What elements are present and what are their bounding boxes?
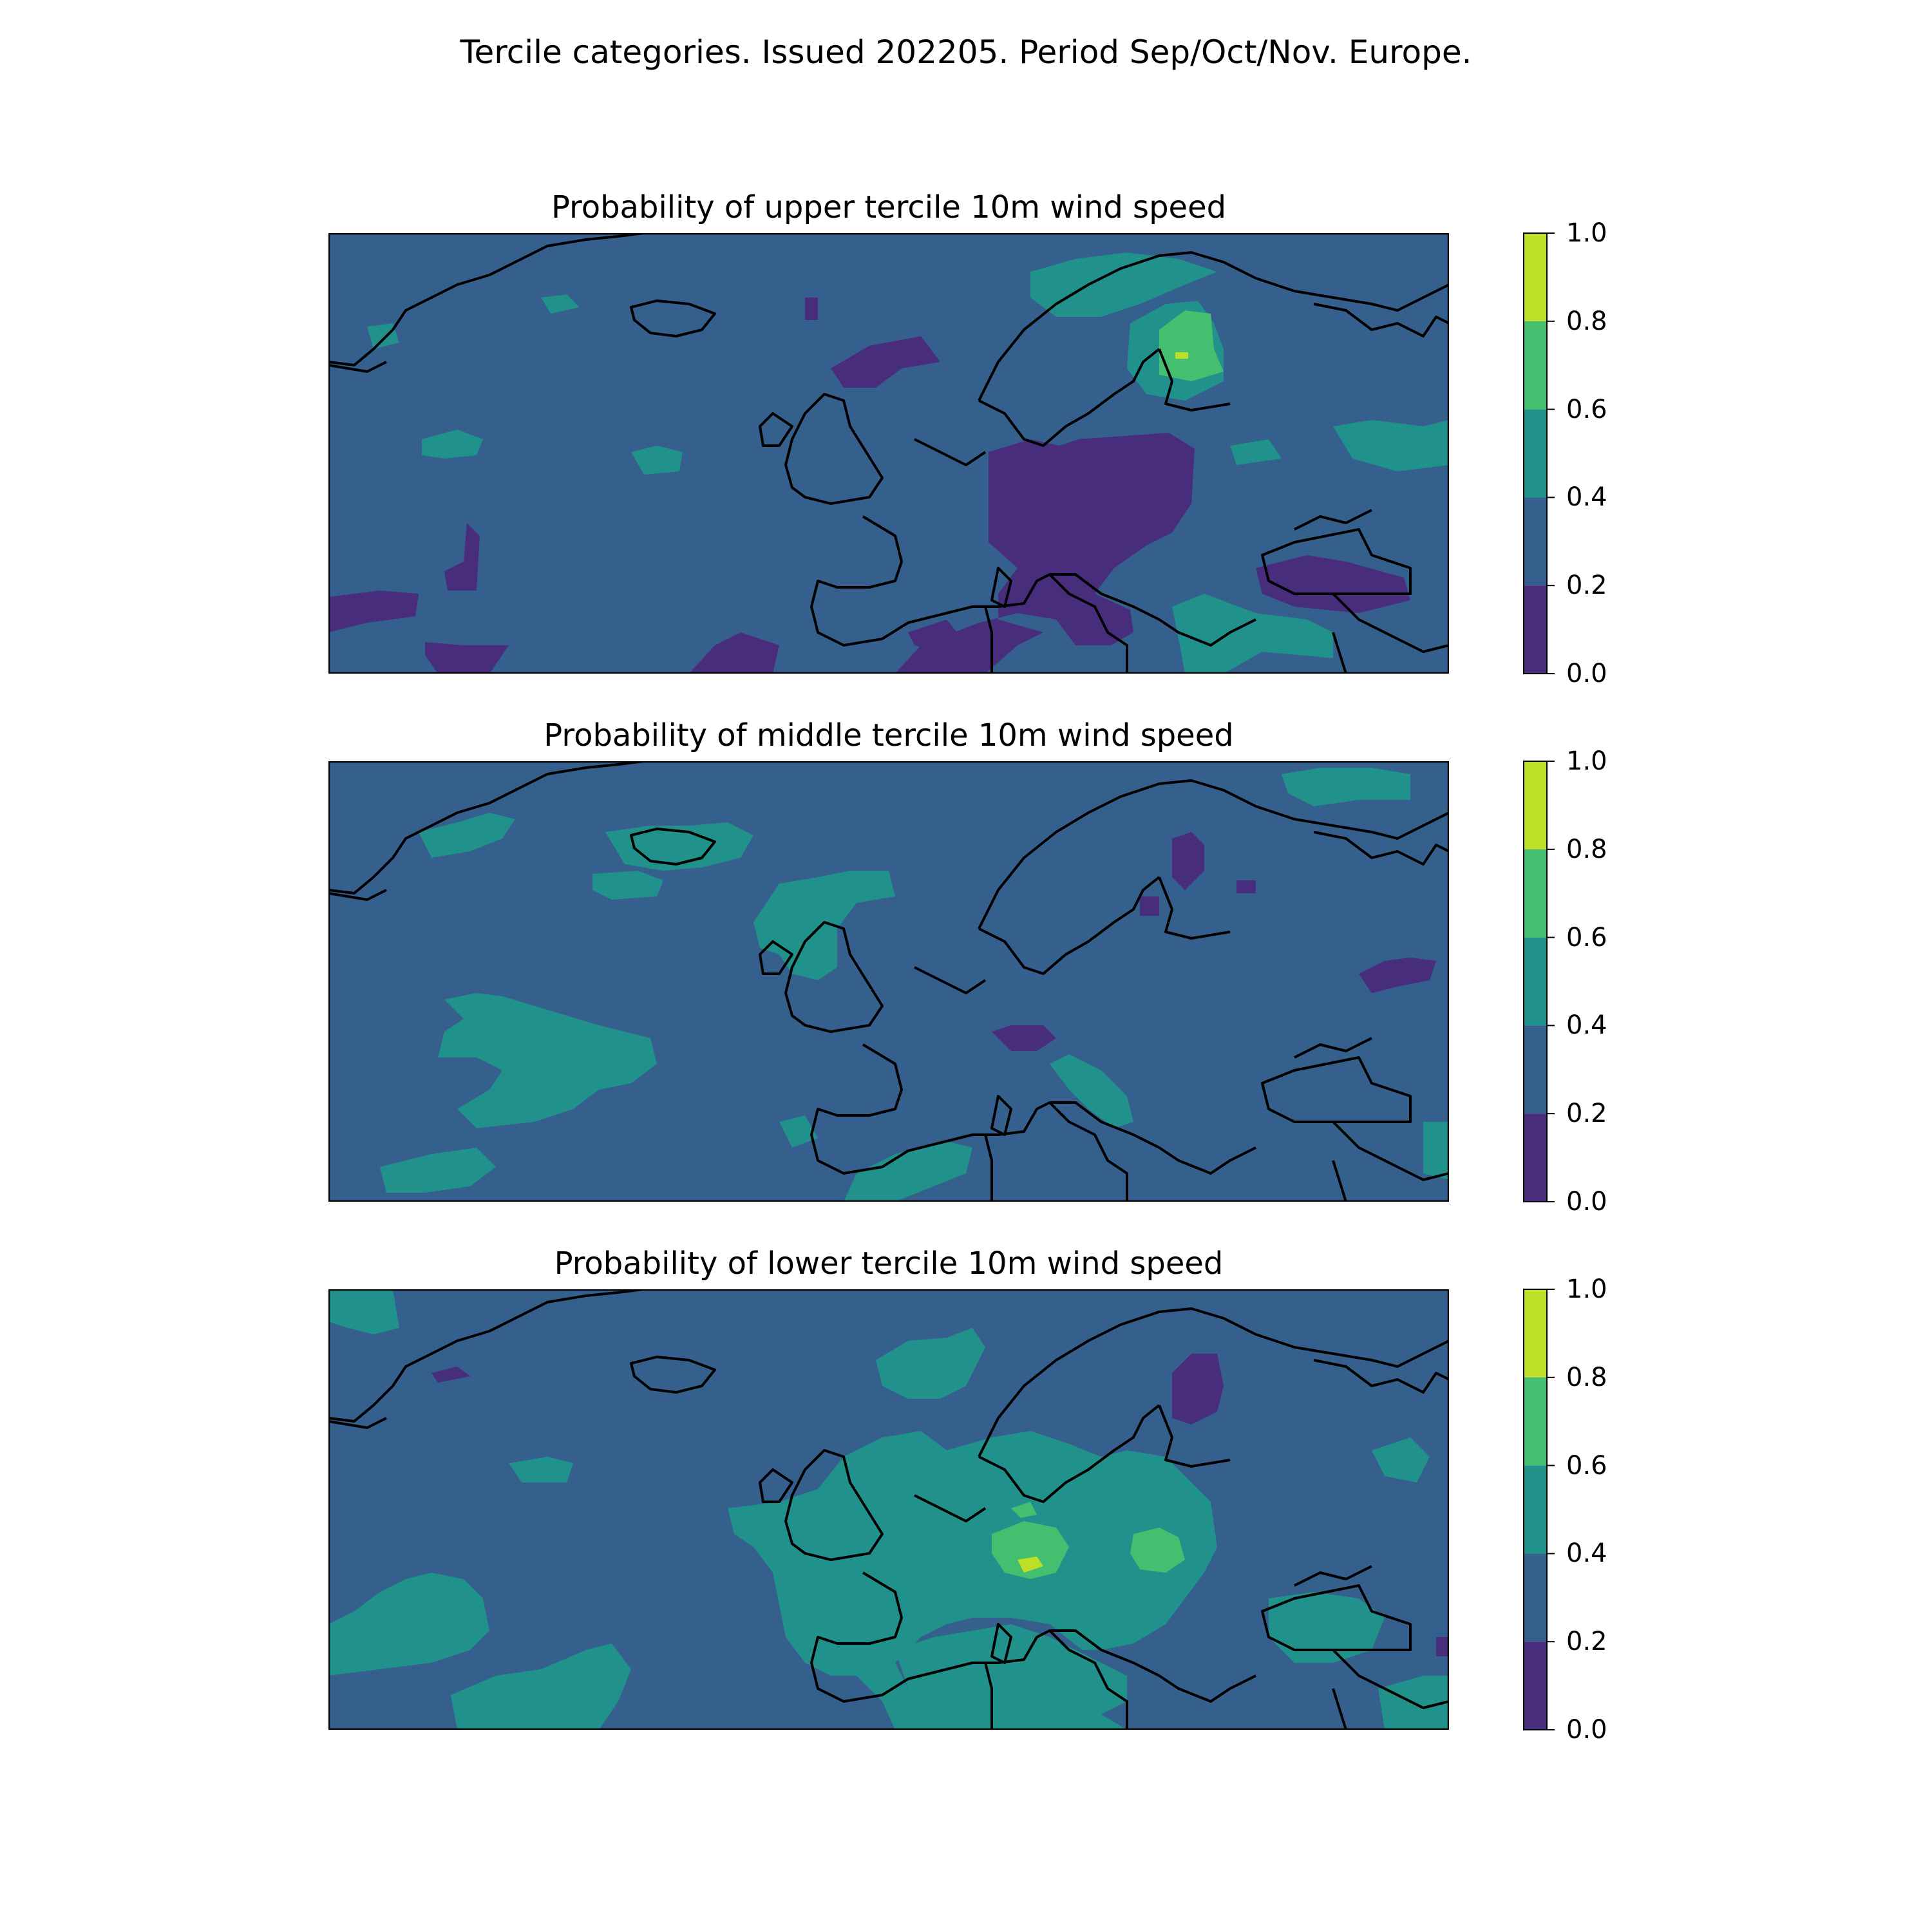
colorbar-band-2 (1524, 938, 1547, 1026)
colorbar-band-3 (1524, 1025, 1547, 1113)
colorbar-lower-tick-label: 0.2 (1566, 1627, 1607, 1656)
colorbar-lower-tick-label: 0.6 (1566, 1451, 1607, 1481)
colorbar-middle-tick-label: 1.0 (1566, 746, 1607, 776)
colorbar-upper-tick-label: 0.2 (1566, 571, 1607, 600)
colorbar-band-4 (1524, 1113, 1547, 1202)
colorbar-lower-tick-label: 0.4 (1566, 1539, 1607, 1568)
colorbar-band-2 (1524, 1466, 1547, 1554)
panel-title-middle: Probability of middle tercile 10m wind speed (544, 717, 1234, 753)
colorbar-band-4 (1524, 1642, 1547, 1730)
colorbar-band-3 (1524, 1553, 1547, 1642)
colorbar-upper-tick-label: 0.6 (1566, 395, 1607, 424)
colorbar-middle-tick-label: 0.0 (1566, 1187, 1607, 1217)
colorbar-band-2 (1524, 410, 1547, 498)
colorbar-band-1 (1524, 1378, 1547, 1466)
colorbar-band-0 (1524, 1289, 1547, 1378)
panel-title-lower: Probability of lower tercile 10m wind speed (554, 1245, 1224, 1282)
colorbar-band-0 (1524, 233, 1547, 321)
colorbar-band-1 (1524, 849, 1547, 938)
region-bothnia-low (1140, 896, 1159, 916)
colorbar-middle-tick-label: 0.8 (1566, 835, 1607, 864)
colorbar-upper-tick-label: 1.0 (1566, 218, 1607, 248)
colorbar-band-0 (1524, 761, 1547, 849)
colorbar-ticks (1547, 233, 1555, 674)
colorbar-band-4 (1524, 585, 1547, 674)
panel-title-upper: Probability of upper tercile 10m wind speed (551, 189, 1227, 225)
map-middle-tercile (328, 761, 1449, 1202)
colorbar-lower-tick-label: 0.0 (1566, 1715, 1607, 1745)
region-western-russia-blob (1423, 1122, 1449, 1180)
region-caspian-low (1436, 1637, 1449, 1656)
colorbar-ticks (1547, 1289, 1555, 1730)
colorbar-upper-tick-label: 0.0 (1566, 659, 1607, 688)
field-background (328, 233, 1449, 674)
figure-title: Tercile categories. Issued 202205. Period Sep/Oct/Nov. Europe. (460, 33, 1472, 71)
colorbar-lower-tick-label: 0.8 (1566, 1363, 1607, 1392)
colorbar-lower (1524, 1289, 1547, 1730)
colorbar-middle-tick-label: 0.2 (1566, 1099, 1607, 1128)
region-aegean-small (805, 298, 818, 320)
colorbar-upper-tick-label: 0.4 (1566, 482, 1607, 512)
colorbar-lower-tick-label: 1.0 (1566, 1274, 1607, 1304)
region-finland-peak (1175, 352, 1188, 359)
colorbar-ticks (1547, 761, 1555, 1202)
colorbar-upper (1524, 233, 1547, 674)
colorbar-middle (1524, 761, 1547, 1202)
colorbar-upper-tick-label: 0.8 (1566, 307, 1607, 336)
colorbar-middle-tick-label: 0.4 (1566, 1010, 1607, 1040)
colorbar-middle-tick-label: 0.6 (1566, 923, 1607, 952)
map-upper-tercile (328, 233, 1449, 674)
colorbar-band-3 (1524, 497, 1547, 585)
region-ukraine-low (1236, 880, 1256, 893)
colorbar-band-1 (1524, 321, 1547, 410)
map-lower-tercile (328, 1289, 1449, 1730)
